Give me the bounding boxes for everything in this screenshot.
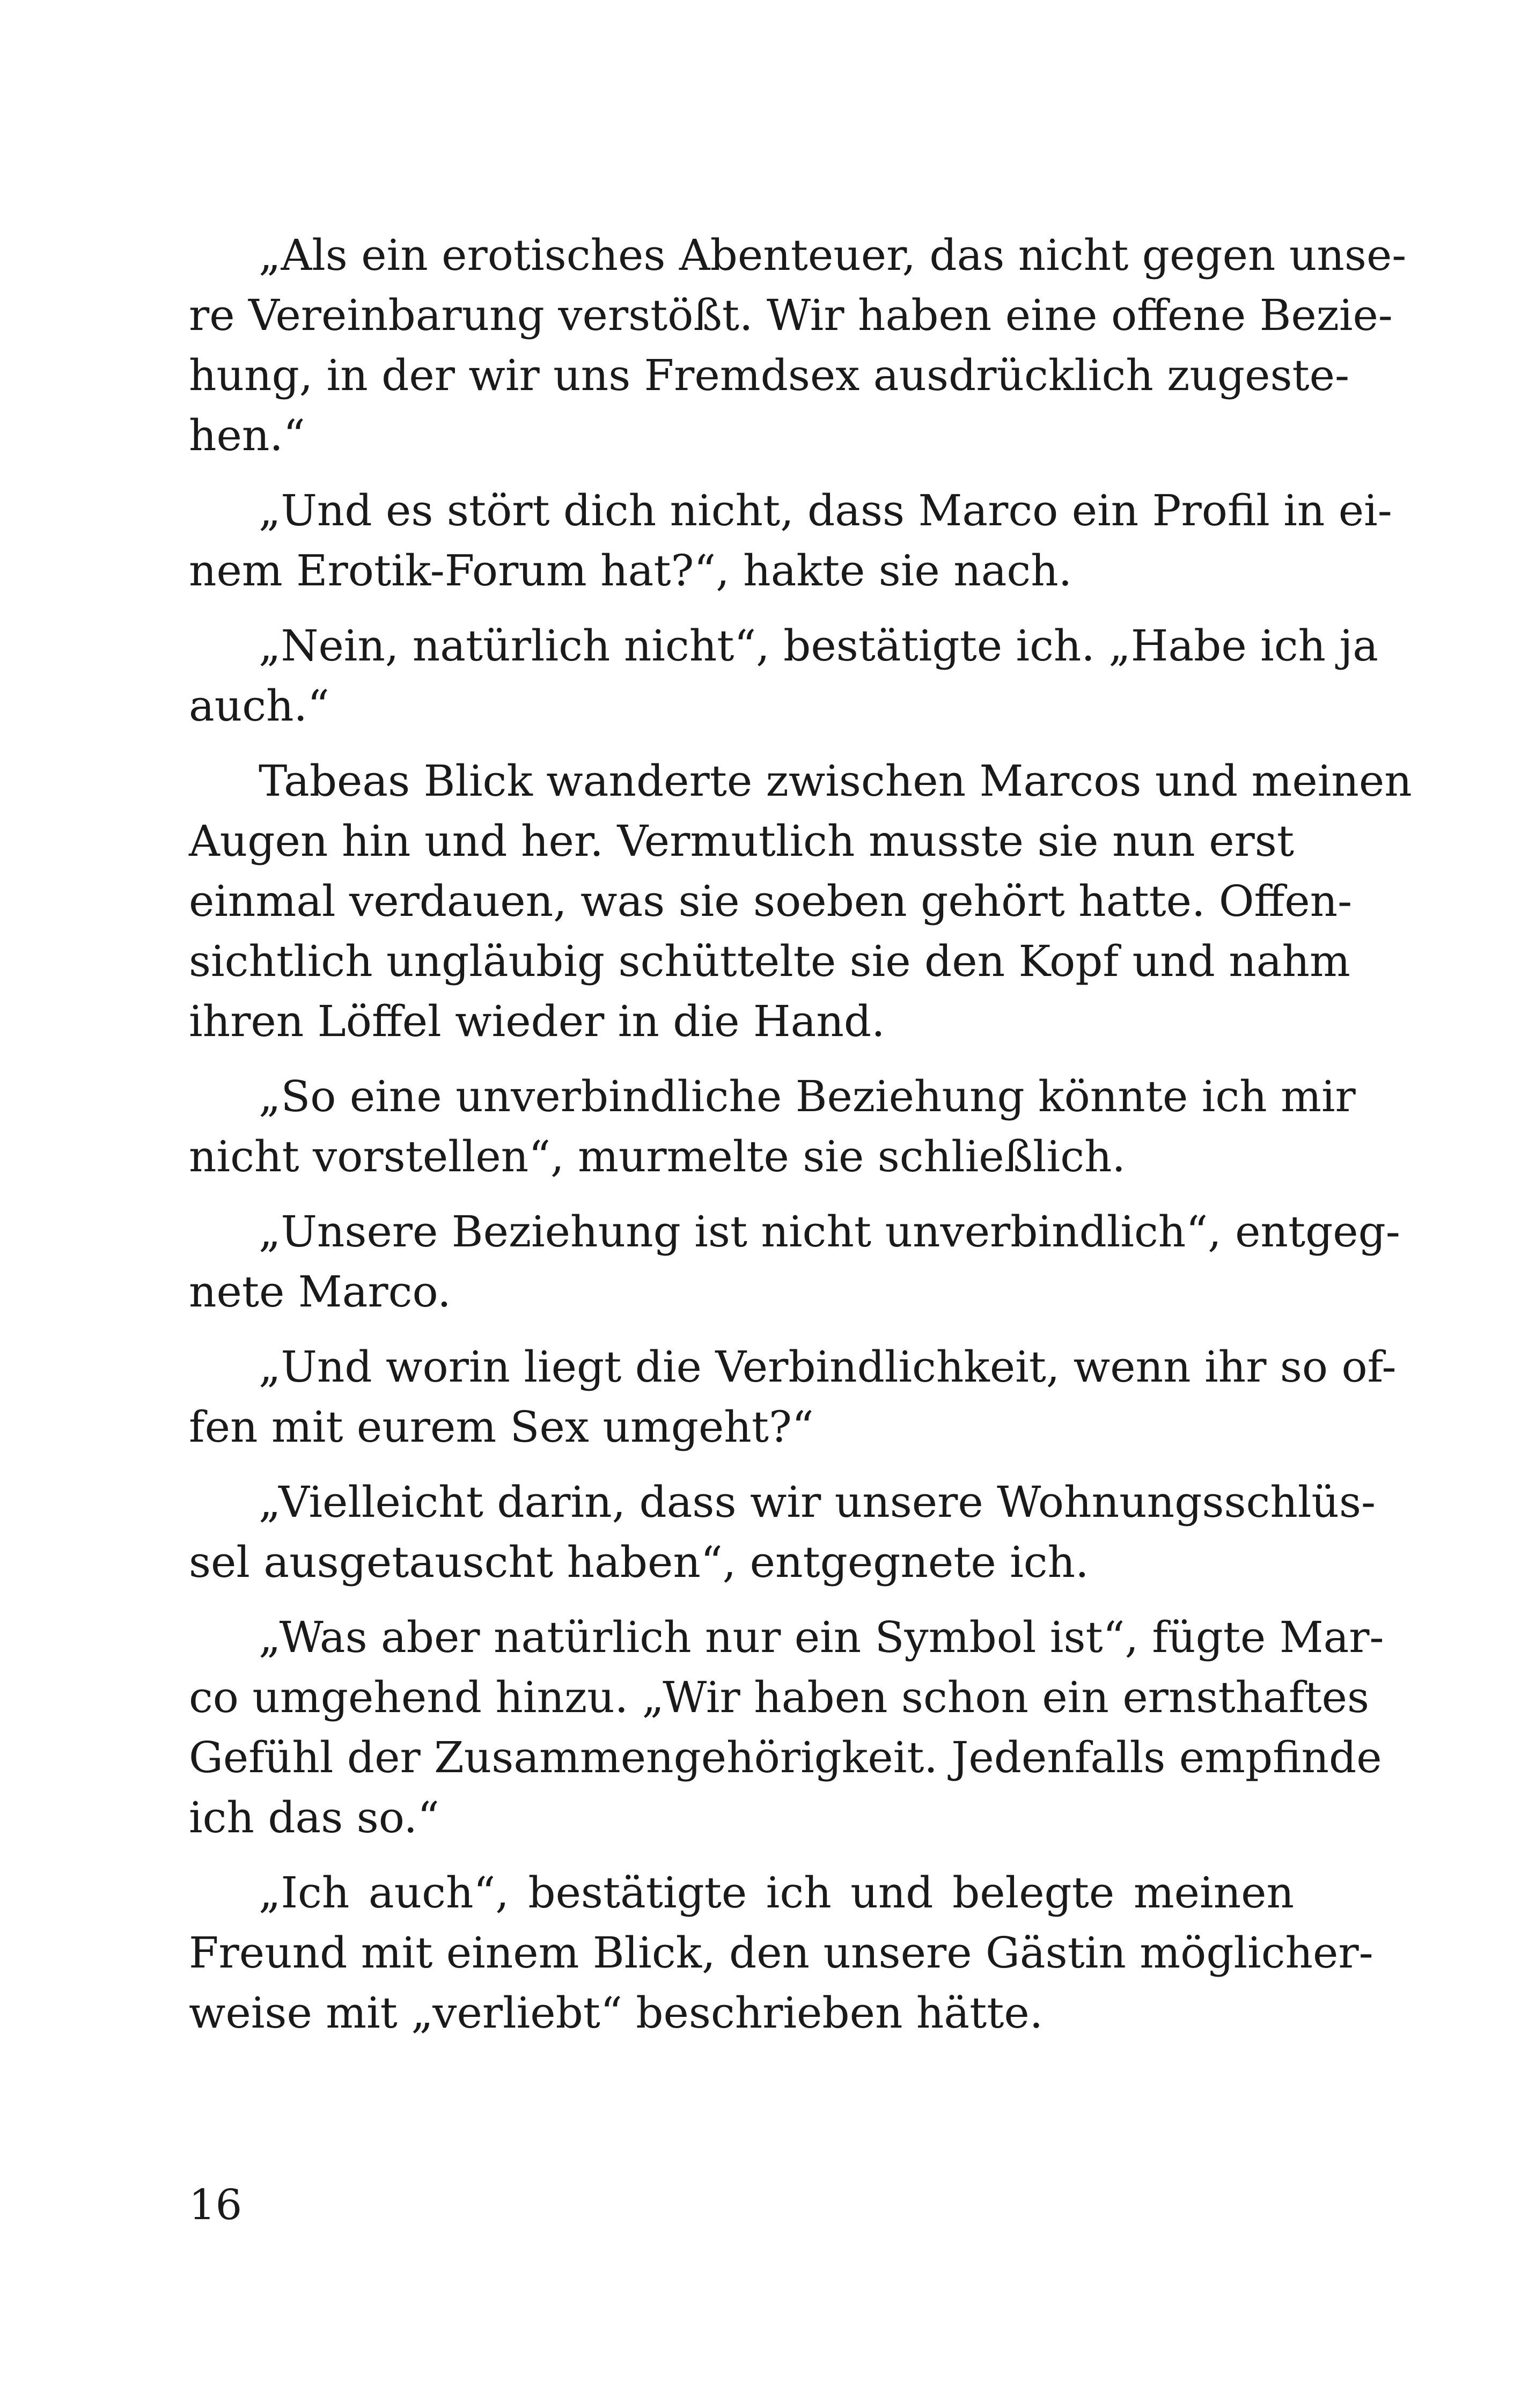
paragraph: [189, 481, 1392, 601]
text-line: weise mit „verliebt“ beschrieben hätte.: [189, 1988, 1044, 2038]
paragraph: [189, 1472, 1376, 1592]
text-line: „Und es stört dich nicht, dass Marco ein Profil in ei-: [259, 486, 1392, 535]
text-line: fen mit eurem Sex umgeht?“: [189, 1402, 814, 1452]
text-line: sichtlich ungläubig schüttelte sie den Kopf und nahm: [189, 936, 1350, 986]
text-line: Gefühl der Zusammengehörigkeit. Jedenfalls empfinde: [189, 1732, 1382, 1782]
paragraph: [189, 751, 1412, 1052]
text-line: nem Erotik-Forum hat?“, hakte sie nach.: [189, 546, 1072, 596]
paragraph: [189, 225, 1407, 466]
text-line: co umgehend hinzu. „Wir haben schon ein ernsthaftes: [189, 1672, 1369, 1722]
paragraph: [189, 1067, 1356, 1187]
text-line: „Unsere Beziehung ist nicht unverbindlich“, entgeg-: [259, 1207, 1400, 1257]
text-line: ihren Löffel wieder in die Hand.: [189, 996, 885, 1046]
text-line: sel ausgetauscht haben“, entgegnete ich.: [189, 1537, 1089, 1587]
text-line: ich das so.“: [189, 1793, 439, 1842]
text-line: „So eine unverbindliche Beziehung könnte ich mir: [259, 1071, 1356, 1121]
text-line: Tabeas Blick wanderte zwischen Marcos und meinen: [259, 756, 1412, 806]
text-line: „Was aber natürlich nur ein Symbol ist“, fügte Mar-: [259, 1612, 1384, 1662]
text-line: Augen hin und her. Vermutlich musste sie nun erst: [189, 816, 1294, 866]
text-line: hen.“: [189, 410, 305, 460]
text-line: „Vielleicht darin, dass wir unsere Wohnungsschlüs-: [259, 1477, 1376, 1527]
paragraph: [189, 616, 1378, 736]
text-line: auch.“: [189, 681, 329, 731]
text-line: nicht vorstellen“, murmelte sie schließlich.: [189, 1132, 1126, 1181]
text-line: einmal verdauen, was sie soeben gehört hatte. Offen-: [189, 876, 1353, 926]
text-line: „Als ein erotisches Abenteuer, das nicht gegen unse-: [259, 230, 1407, 280]
paragraph: [189, 1337, 1397, 1457]
page-number: 16: [189, 2181, 243, 2229]
text-line: nete Marco.: [189, 1267, 451, 1317]
paragraph: [189, 1607, 1384, 1848]
paragraph: [189, 1202, 1400, 1322]
text-line: „Und worin liegt die Verbindlichkeit, wenn ihr so of-: [259, 1342, 1397, 1392]
body-text: [189, 225, 1412, 2058]
text-line: „Nein, natürlich nicht“, bestätigte ich. „Habe ich ja: [259, 621, 1378, 671]
text-line: hung, in der wir uns Fremdsex ausdrücklich zugeste-: [189, 350, 1350, 400]
paragraph: [189, 1863, 1373, 2043]
text-line: „Ich auch“, bestätigte ich und belegte meinen: [259, 1868, 1294, 1918]
text-line: re Vereinbarung verstößt. Wir haben eine offene Bezie-: [189, 290, 1393, 340]
text-line: Freund mit einem Blick, den unsere Gästin möglicher-: [189, 1928, 1373, 1978]
